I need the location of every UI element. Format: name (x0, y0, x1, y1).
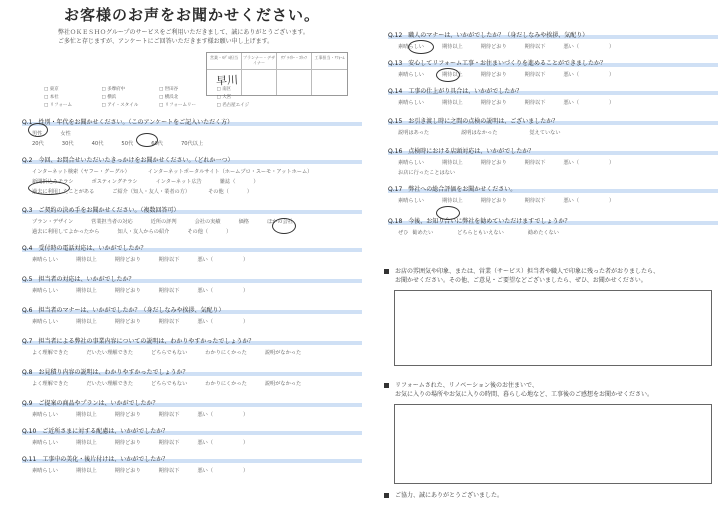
left-questions (22, 117, 362, 482)
option[interactable]: 悪い（ (197, 412, 214, 418)
question-text: Q.13 安心してリフォーム工事・お住まいづくりを進めることができましたか？ (388, 58, 718, 67)
option[interactable]: 素晴らしい (32, 288, 58, 294)
free-text-section-1 (384, 266, 712, 366)
branch-item[interactable]: □ アイ・スタイル (101, 103, 139, 108)
option[interactable]: 素晴らしい (398, 160, 424, 166)
question-text: Q.12 職人のマナーは、いかがでしたか？（身だしなみや挨拶、気配り） (388, 30, 718, 39)
question-block (22, 155, 362, 205)
question-text: Q.17 弊社への総合評価をお聞かせください。 (388, 184, 718, 193)
option[interactable]: お店に行ったことはない (398, 170, 456, 176)
option[interactable]: 女性 (60, 131, 71, 137)
grid-cell[interactable] (312, 69, 347, 95)
option[interactable]: 期待以下 (158, 440, 180, 446)
option[interactable]: 知人・友人からの紹介 (117, 229, 170, 235)
page-title: お客様のお声をお聞かせください。 (64, 6, 321, 24)
free-text-prompt: リフォームされた、リノベーション後のお住まいで、 (395, 382, 538, 389)
option[interactable]: 会社の実績 (194, 219, 221, 225)
option[interactable]: 悪い（ (197, 468, 214, 474)
question-block (22, 205, 362, 243)
option[interactable]: 悪い（ (197, 319, 214, 325)
option[interactable]: 期待以下 (524, 72, 546, 78)
free-text-prompt-2: お聞かせください。その他、ご意見・ご要望などございましたら、ぜひ、お聞かせください。 (395, 277, 647, 284)
option[interactable]: 期待以下 (524, 198, 546, 204)
branch-item[interactable]: □ 東京 (44, 87, 59, 92)
question-text: Q.2 今回、お問合せいただいたきっかけをお聞かせください。（どれか一つ） (22, 155, 362, 164)
option[interactable]: 素晴らしい (32, 319, 58, 325)
branch-item[interactable]: □ 横浜北 (159, 95, 179, 100)
option[interactable]: 期待以下 (158, 257, 180, 263)
option[interactable]: 覚えていない (529, 130, 561, 136)
question-text: Q.18 今後、お知り合いに弊社を勧めていただけますでしょうか？ (388, 216, 718, 225)
option[interactable]: 期待以下 (158, 468, 180, 474)
intro-line-1: 弊社ＯＫＥＳＨＯグループのサービスをご利用いただきまして、誠にありがとうございます。 (58, 29, 309, 36)
option[interactable]: 期待以上 (75, 440, 97, 446)
option[interactable]: どちらともいえない (457, 230, 504, 236)
option[interactable]: 新聞折込みチラシ (32, 179, 74, 185)
option[interactable]: 期待どおり (114, 319, 141, 325)
option[interactable]: 期待以上 (441, 160, 463, 166)
branch-item[interactable]: □ 多摩府中 (101, 87, 126, 92)
grid-cell[interactable] (277, 69, 312, 95)
option[interactable]: プラン・デザイン (32, 219, 74, 225)
option[interactable]: 期待どおり (114, 468, 141, 474)
question-text: Q.16 点検時における店頭対応は、いかがでしたか？ (388, 146, 718, 155)
option[interactable]: その他（ (187, 229, 209, 235)
footer (384, 490, 503, 499)
option[interactable]: 期待どおり (480, 44, 507, 50)
option[interactable]: 期待以上 (75, 468, 97, 474)
hand-circle-mark (436, 206, 460, 220)
option[interactable]: 悪い（ (563, 72, 580, 78)
option[interactable]: 期待以下 (524, 44, 546, 50)
question-text: Q.15 お引き渡し時に之間の点検の説明は、ございましたか？ (388, 116, 718, 125)
option[interactable]: 過去に利用してよかったから (32, 229, 100, 235)
signature: 早川 (215, 73, 239, 88)
free-text-prompt-2: お気に入りの場所やお気に入りの時間、暮らし心地など、工事後のご感想をお聞かせください。 (395, 391, 654, 398)
question-block (388, 30, 718, 58)
option[interactable]: 70代以上 (180, 141, 204, 147)
hand-circle-mark (408, 40, 434, 54)
question-block (22, 336, 362, 367)
free-text-prompt: お店の雰囲気や印象、または、営業（サービス）担当者や職人で印象に残った者がおりましたら、 (395, 268, 660, 275)
option[interactable]: 素晴らしい (398, 100, 424, 106)
question-text: Q.14 工事の仕上がり具合は、いかがでしたか？ (388, 86, 718, 95)
option: ） (609, 72, 615, 78)
option[interactable]: 期待以下 (158, 319, 180, 325)
option: ） (609, 160, 615, 166)
options (32, 168, 362, 175)
question-text: Q.6 担当者のマナーは、いかがでしたか？（身だしなみや挨拶、気配り） (22, 305, 362, 314)
question-text: Q.5 担当者の対応は、いかがでしたか？ (22, 274, 362, 283)
hand-circle-mark (28, 123, 48, 137)
option[interactable]: 男性 (32, 131, 43, 137)
option[interactable]: どちらでもない (151, 350, 188, 356)
option[interactable]: 悪い（ (563, 198, 580, 204)
option[interactable]: 悪い（ (563, 100, 580, 106)
option[interactable]: 期待どおり (480, 100, 507, 106)
option[interactable]: 素晴らしい (398, 72, 424, 78)
option: ） (243, 440, 249, 446)
option[interactable]: 過去に利用したことがある (32, 189, 95, 195)
branch-item[interactable]: □ リフォーム (44, 103, 72, 108)
option[interactable]: 期待以上 (441, 44, 463, 50)
branch-item[interactable]: □ 本社 (44, 95, 59, 100)
option: ） (243, 468, 249, 474)
question-block (22, 426, 362, 454)
free-text-section-2 (384, 380, 712, 484)
hand-circle-mark (436, 68, 460, 82)
option[interactable]: インターネット検索（ヤフー・グーグル） (32, 169, 130, 175)
option[interactable]: 期待以下 (158, 288, 180, 294)
grid-header: プランナー・デザイナー (242, 53, 277, 69)
question-block (388, 116, 718, 146)
option[interactable]: 素晴らしい (32, 412, 58, 418)
question-text: Q.9 ご提案の商品やプランは、いかがでしたか？ (22, 398, 362, 407)
hand-circle-mark (272, 218, 296, 234)
option: ） (243, 412, 249, 418)
option: ） (243, 319, 249, 325)
square-bullet-icon (384, 269, 389, 274)
branch-item[interactable]: □ 横浜 (101, 95, 117, 100)
grid-header: 工事担当・ﾘﾌｫｰﾑ (314, 55, 345, 60)
option[interactable]: 悪い（ (197, 288, 214, 294)
free-text-box-1[interactable] (394, 290, 712, 366)
question-text: Q.8 お見積り内容の説明は、わかりやすかったでしょうか？ (22, 367, 362, 376)
option[interactable]: どちらでもない (151, 381, 188, 387)
option[interactable]: だいたい理解できた (86, 350, 134, 356)
option[interactable]: ほかの会社 (266, 219, 293, 225)
branch-item[interactable]: □ リフォームリー (159, 103, 196, 108)
option[interactable]: 期待以下 (158, 412, 180, 418)
option[interactable]: 期待どおり (114, 412, 141, 418)
question-block (22, 117, 362, 149)
question-text: Q.3 ご契約の決め手をお聞かせください。（複数回答可） (22, 205, 362, 214)
option[interactable]: 期待以下 (524, 100, 546, 106)
option[interactable]: ポスティングチラシ (91, 179, 138, 185)
option[interactable]: その他（ (208, 189, 229, 195)
options (32, 188, 362, 195)
option[interactable]: インターネットポータルサイト（ホームプロ・スーモ・アットホーム） (147, 169, 313, 175)
option[interactable]: ） (246, 189, 253, 195)
option[interactable]: 雑誌（ (219, 179, 236, 185)
option[interactable]: ぜひ (398, 230, 409, 236)
question-block (22, 274, 362, 305)
question-block (388, 86, 718, 116)
options (32, 140, 362, 147)
option[interactable]: ） (253, 179, 259, 185)
option[interactable]: 期待以上 (75, 412, 97, 418)
option[interactable]: 悪い（ (197, 257, 214, 263)
question-block (22, 454, 362, 482)
option[interactable]: 価格 (238, 219, 249, 225)
branch-item[interactable]: □ 名古屋エイジ (216, 103, 250, 108)
option[interactable]: 期待どおり (480, 198, 507, 204)
option[interactable]: よく理解できた (32, 381, 69, 387)
option[interactable]: わかりにくかった (205, 381, 247, 387)
option[interactable]: 勧めたい (412, 230, 434, 236)
option[interactable]: 悪い（ (563, 44, 580, 50)
option[interactable]: 期待以上 (441, 72, 463, 78)
hand-circle-mark (28, 181, 70, 195)
option[interactable]: ） (226, 229, 232, 235)
option[interactable]: 期待以下 (524, 160, 546, 166)
option[interactable]: 40代 (91, 141, 104, 147)
option[interactable]: だいたい理解できた (86, 381, 134, 387)
option[interactable]: 期待どおり (114, 257, 141, 263)
option[interactable]: 悪い（ (563, 160, 580, 166)
option[interactable]: 20代 (32, 141, 44, 147)
options (32, 228, 362, 235)
option[interactable]: 期待どおり (114, 288, 141, 294)
question-block (22, 305, 362, 336)
question-text: Q.4 受付時の電話対応は、いかがでしたか？ (22, 243, 362, 252)
option[interactable]: 期待以上 (441, 100, 463, 106)
option[interactable]: よく理解できた (32, 350, 69, 356)
option[interactable]: 説明がなかった (264, 350, 302, 356)
hand-circle-mark (136, 133, 158, 147)
option: ） (609, 100, 615, 106)
option[interactable]: 期待以上 (75, 319, 97, 325)
option[interactable]: ご紹介（知人・友人・業者の方） (112, 189, 191, 195)
options (32, 130, 362, 137)
option[interactable]: 素晴らしい (398, 44, 424, 50)
option[interactable]: インターネット広告 (155, 179, 202, 185)
options (32, 178, 362, 185)
option[interactable]: 期待以上 (441, 198, 463, 204)
branch-item[interactable]: □ 南区 (216, 87, 232, 92)
question-block (22, 398, 362, 426)
option: ） (609, 44, 615, 50)
option[interactable]: 素晴らしい (32, 440, 58, 446)
square-bullet-icon (384, 493, 389, 498)
intro-line-2: ご多忙と存じますが、アンケートにご回答いただきます様お願い申し上げます。 (58, 38, 274, 45)
option[interactable]: 説明はあった (398, 130, 430, 136)
option[interactable]: 素晴らしい (398, 198, 424, 204)
branch-checklist (44, 86, 274, 110)
grid-header: ｻﾌﾟﾗｲﾀｰ・ｽﾀｯﾌ (277, 53, 312, 69)
option: ） (243, 257, 249, 263)
free-text-box-2[interactable] (394, 404, 712, 484)
option[interactable]: 50代 (121, 141, 134, 147)
branch-item[interactable]: □ 世田谷 (159, 87, 179, 92)
option[interactable]: 期待どおり (480, 160, 507, 166)
option[interactable]: 説明がなかった (264, 381, 302, 387)
intro-text (58, 28, 338, 46)
question-block (388, 146, 718, 184)
option[interactable]: 60代 (151, 141, 163, 147)
option[interactable]: 勧めたくない (527, 230, 559, 236)
question-text: Q.7 担当者による弊社の事業内容についての説明は、わかりやすかったでしょうか？ (22, 336, 362, 345)
option[interactable]: 説明はなかった (461, 130, 498, 136)
option[interactable]: 素晴らしい (32, 257, 58, 263)
footer-text: ご協力、誠にありがとうございました。 (395, 492, 504, 499)
option[interactable]: 期待以上 (75, 288, 97, 294)
square-bullet-icon (384, 383, 389, 388)
question-block (388, 216, 718, 246)
question-text: Q.10 ご近所さまに対する配慮は、いかがでしたか？ (22, 426, 362, 435)
option[interactable]: 素晴らしい (32, 468, 58, 474)
question-block (22, 367, 362, 398)
option[interactable]: 期待どおり (480, 72, 507, 78)
option[interactable]: 営業担当者の対応 (91, 219, 133, 225)
option: ） (243, 288, 249, 294)
branch-item[interactable]: □ 大宮 (216, 95, 232, 100)
option: ） (609, 198, 615, 204)
option[interactable]: 期待どおり (114, 440, 141, 446)
option[interactable]: わかりにくかった (205, 350, 247, 356)
question-text: Q.11 工事中の美化・後片付けは、いかがでしたか？ (22, 454, 362, 463)
question-block (22, 243, 362, 274)
option[interactable]: 期待以上 (75, 257, 97, 263)
question-text: Q.1 性別・年代をお聞かせください。（このアンケートをご記入いただく方） (22, 117, 362, 126)
grid-header: 営業・ﾓﾃﾞﾙ担当 (207, 53, 242, 69)
option[interactable]: 悪い（ (197, 440, 214, 446)
option[interactable]: 近所の評判 (150, 219, 177, 225)
option[interactable]: 30代 (61, 141, 74, 147)
options (32, 218, 362, 225)
